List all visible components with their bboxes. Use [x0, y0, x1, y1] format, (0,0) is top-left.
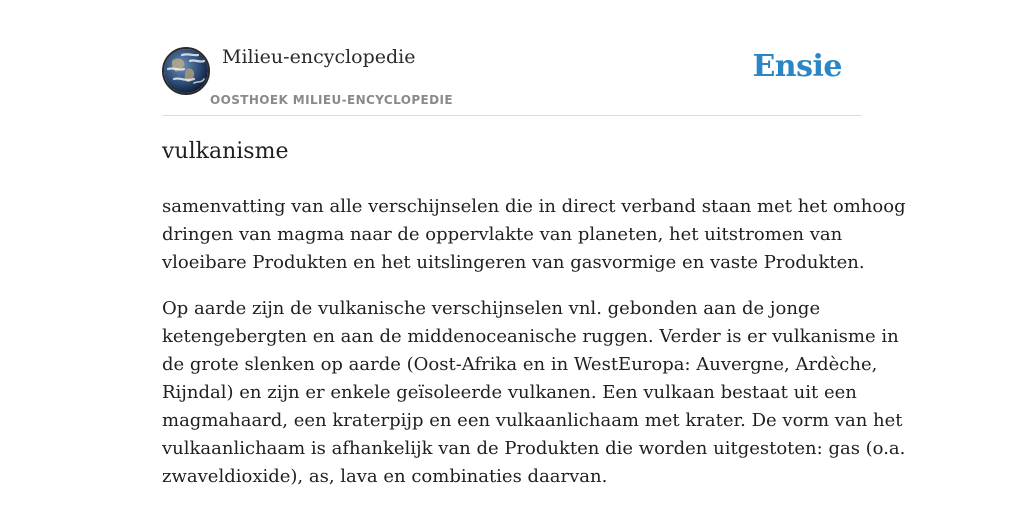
entry-paragraph	[162, 193, 906, 277]
site-subtitle: OOSTHOEK MILIEU-ENCYCLOPEDIE	[210, 93, 453, 107]
ensie-logo[interactable]: Ensie	[752, 49, 842, 84]
paragraph-line: samenvatting van alle verschijnselen die in direct verband staan met het omhoog	[162, 196, 906, 217]
entry-paragraph	[162, 295, 906, 491]
page	[162, 0, 906, 487]
paragraph-line: ketengebergten en aan de middenoceanische ruggen. Verder is er vulkanisme in	[162, 326, 899, 347]
entry-title: vulkanisme	[162, 139, 289, 164]
paragraph-line: de grote slenken op aarde (Oost-Afrika en in WestEuropa: Auvergne, Ardèche,	[162, 354, 878, 375]
paragraph-line: dringen van magma naar de oppervlakte van planeten, het uitstromen van	[162, 224, 843, 245]
paragraph-line: Rijndal) en zijn er enkele geïsoleerde vulkanen. Een vulkaan bestaat uit een	[162, 382, 857, 403]
paragraph-line: Op aarde zijn de vulkanische verschijnselen vnl. gebonden aan de jonge	[162, 298, 821, 319]
paragraph-line: vloeibare Produkten en het uitslingeren van gasvormige en vaste Produkten.	[162, 252, 865, 273]
paragraph-line: vulkaanlichaam is afhankelijk van de Produkten die worden uitgestoten: gas (o.a.	[162, 438, 906, 459]
paragraph-line: magmahaard, een kraterpijp en een vulkaanlichaam met krater. De vorm van het	[162, 410, 903, 431]
site-header	[162, 0, 862, 116]
paragraph-line: zwaveldioxide), as, lava en combinaties daarvan.	[162, 466, 608, 487]
earth-globe-icon[interactable]	[162, 47, 210, 95]
site-name[interactable]: Milieu-encyclopedie	[222, 46, 416, 68]
